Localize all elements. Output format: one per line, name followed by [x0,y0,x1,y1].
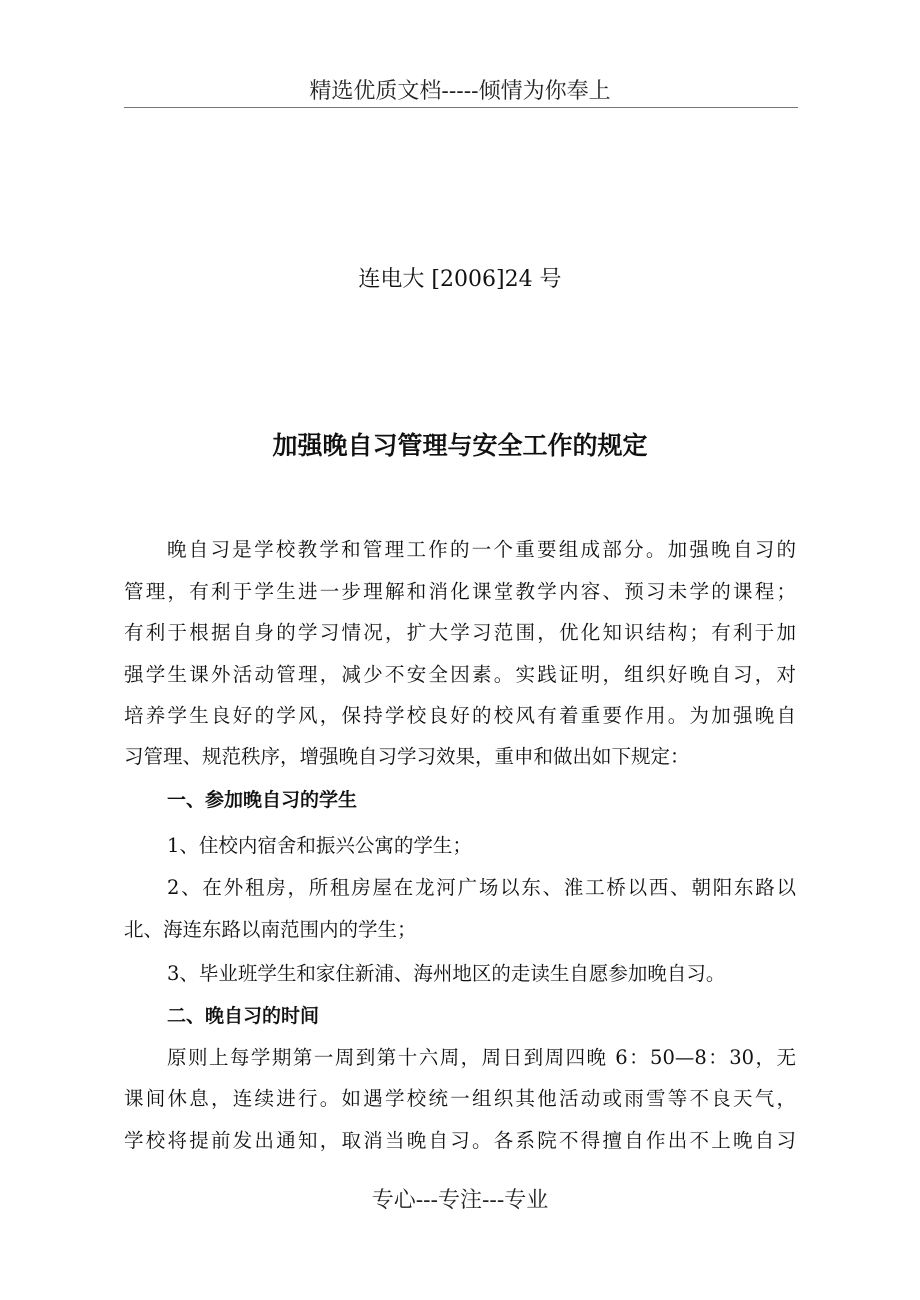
list-item-continued: 北、海连东路以南范围内的学生； [124,918,417,941]
list-item: 1、住校内宿舍和振兴公寓的学生； [167,834,472,857]
section-heading-1: 一、参加晚自习的学生 [167,789,358,811]
document-title: 加强晚自习管理与安全工作的规定 [272,431,648,460]
section-heading-2: 二、晚自习的时间 [167,1005,320,1027]
paragraph-line: 管理，有利于学生进一步理解和消化课堂教学内容、预习未学的课程； [124,580,796,603]
header-divider [124,107,798,108]
paragraph-line: 课间休息，连续进行。如遇学校统一组织其他活动或雨雪等不良天气， [124,1087,796,1110]
list-item: 3、毕业班学生和家住新浦、海州地区的走读生自愿参加晚自习。 [167,962,726,985]
paragraph-line: 有利于根据自身的学习情况，扩大学习范围，优化知识结构；有利于加 [124,621,796,644]
page-footer: 专心---专注---专业 [371,1188,549,1213]
paragraph-line: 学校将提前发出通知，取消当晚自习。各系院不得擅自作出不上晚自习 [124,1129,796,1152]
paragraph-line: 强学生课外活动管理，减少不安全因素。实践证明，组织好晚自习，对 [124,663,796,686]
page-header: 精选优质文档-----倾情为你奉上 [309,79,611,104]
paragraph-line: 习管理、规范秩序，增强晚自习学习效果，重申和做出如下规定： [124,745,690,768]
paragraph-line: 晚自习是学校教学和管理工作的一个重要组成部分。加强晚自习的 [167,538,796,561]
list-item: 2、在外租房，所租房屋在龙河广场以东、淮工桥以西、朝阳东路以 [167,876,796,899]
document-number: 连电大 [2006]24 号 [358,267,562,292]
paragraph-line: 原则上每学期第一周到第十六周，周日到周四晚 6：50—8：30，无 [167,1046,796,1069]
paragraph-line: 培养学生良好的学风，保持学校良好的校风有着重要作用。为加强晚自 [124,704,796,727]
